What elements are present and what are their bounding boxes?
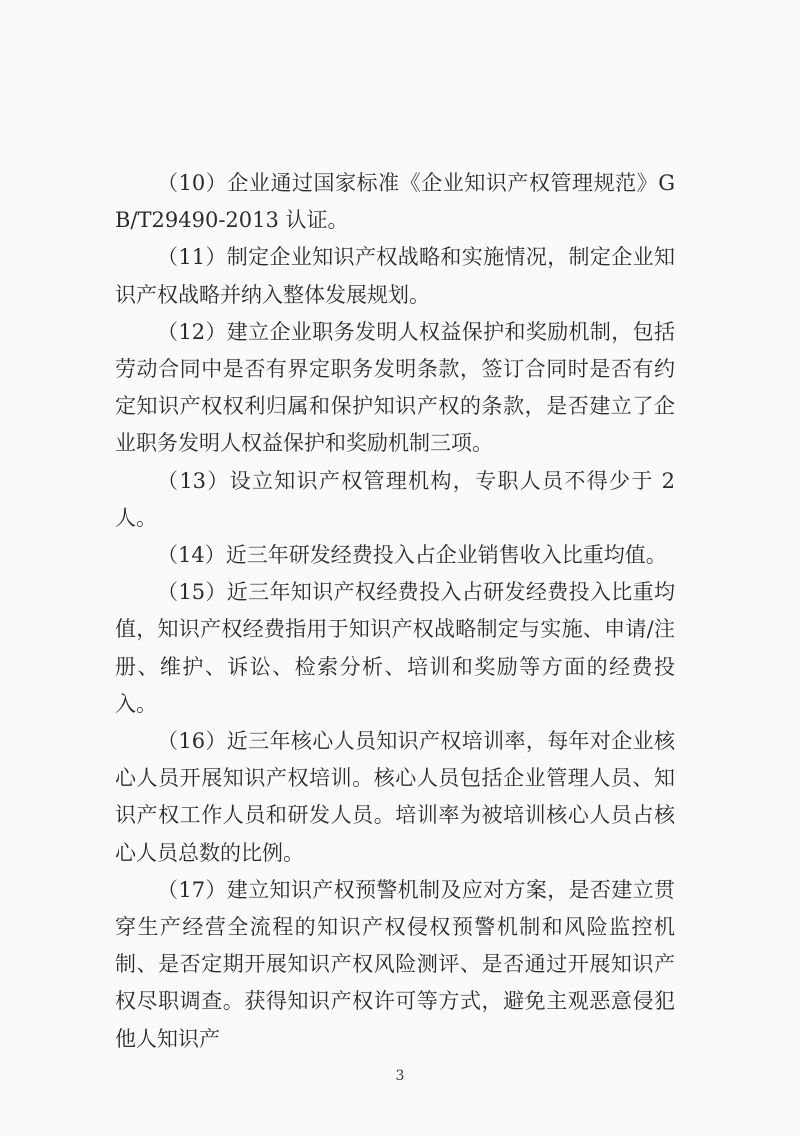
paragraph-13: （13）设立知识产权管理机构，专职人员不得少于 2 人。 [115, 468, 675, 530]
paragraph-10: （10）企业通过国家标准《企业知识产权管理规范》GB/T29490-2013 认证。 [115, 171, 675, 233]
paragraph-15: （15）近三年知识产权经费投入占研发经费投入比重均值，知识产权经费指用于知识产权战略制定与实施、申请/注册、维护、诉讼、检索分析、培训和奖励等方面的经费投入。 [115, 580, 675, 716]
body-text [115, 165, 675, 1058]
paragraph-17: （17）建立知识产权预警机制及应对方案，是否建立贯穿生产经营全流程的知识产权侵权预警机制和风险监控机制、是否定期开展知识产权风险测评、是否通过开展知识产权尽职调查。获得知识产权许可等方式，避免主观恶意侵犯他人知识产 [115, 877, 675, 1051]
paragraph-16: （16）近三年核心人员知识产权培训率，每年对企业核心人员开展知识产权培训。核心人员包括企业管理人员、知识产权工作人员和研发人员。培训率为被培训核心人员占核心人员总数的比例。 [115, 729, 675, 865]
paragraph-11: （11）制定企业知识产权战略和实施情况，制定企业知识产权战略并纳入整体发展规划。 [115, 245, 675, 307]
paragraph-12: （12）建立企业职务发明人权益保护和奖励机制，包括劳动合同中是否有界定职务发明条款，签订合同时是否有约定知识产权权利归属和保护知识产权的条款，是否建立了企业职务发明人权益保护和奖励机制三项。 [115, 319, 675, 456]
page-number: 3 [395, 1068, 405, 1084]
paragraph-14: （14）近三年研发经费投入占企业销售收入比重均值。 [157, 543, 667, 568]
